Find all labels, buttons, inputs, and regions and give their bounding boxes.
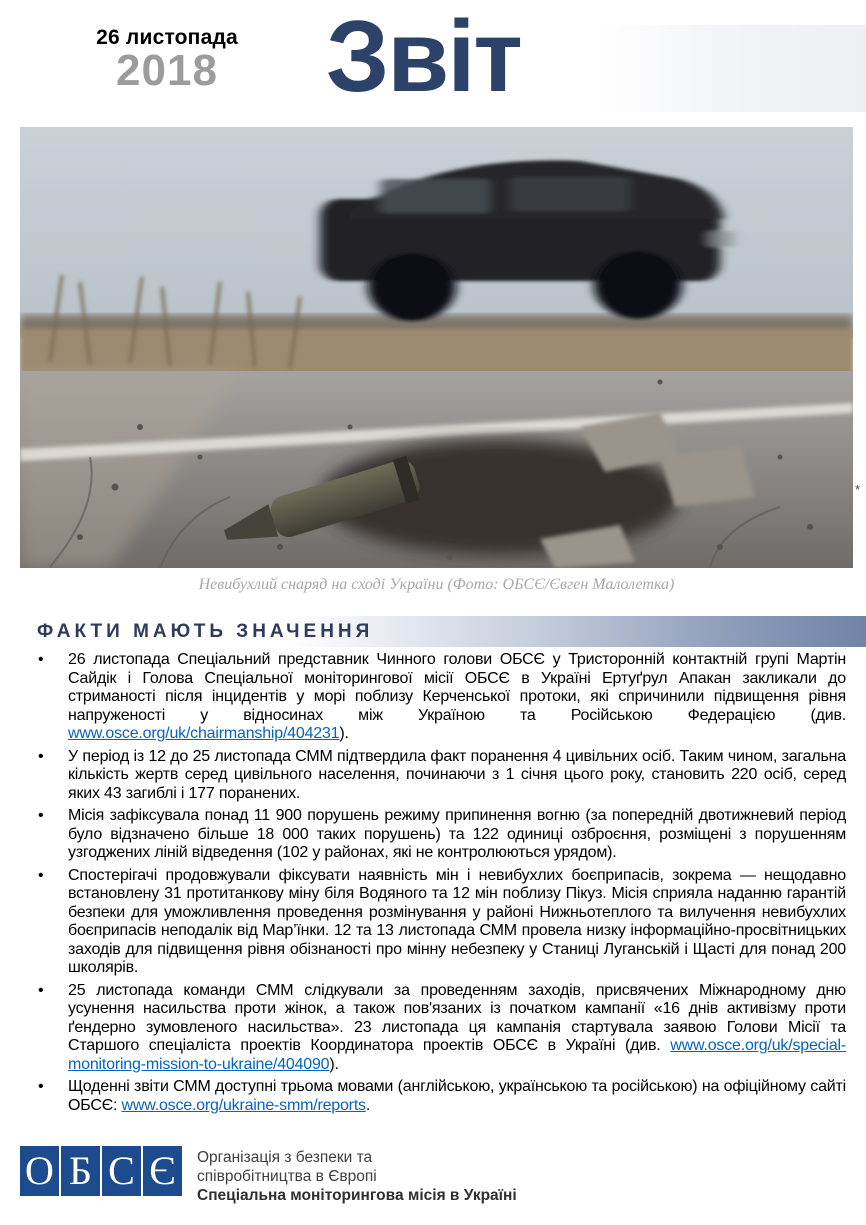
bullet-item — [20, 867, 846, 978]
org-name-line1: Організація з безпеки та — [197, 1149, 373, 1166]
osce-logo-letter: Б — [61, 1146, 100, 1196]
footer — [20, 1146, 517, 1205]
photo-illustration — [20, 127, 853, 568]
photo-caption: Невибухлий снаряд на сході України (Фото: ОБСЄ/Євген Малолетка) — [198, 576, 675, 593]
inline-link[interactable]: www.osce.org/uk/special-monitoring-mission-to-ukraine/404090 — [68, 1037, 846, 1073]
org-name-line2: співробітництва в Європі — [197, 1168, 377, 1185]
bullet-text: Щоденні звіти СММ доступні трьома мовами (англійською, українською та російською) на офіційному сайті ОБСЄ: — [68, 1078, 846, 1114]
section-heading: ФАКТИ МАЮТЬ ЗНАЧЕННЯ — [37, 621, 374, 642]
bullet-item — [20, 1078, 846, 1115]
bullet-item — [20, 982, 846, 1075]
bullet-item — [20, 748, 846, 804]
header-gradient-band — [600, 25, 866, 112]
bullet-item — [20, 807, 846, 863]
bullet-text: У період із 12 до 25 листопада СММ підтвердила факт поранення 4 цивільних осіб. Таким чином, загальна кількість жертв серед цивільного населення, починаючи з 1 січня цього року, становить 220 осіб, серед яких 43 загиблі і 177 поранених. — [68, 747, 846, 802]
field — [20, 329, 853, 375]
bullet-text: Місія зафіксувала понад 11 900 порушень режиму припинення вогню (за попередній двотижневий період було відзначено більше 18 000 таких порушень) та 122 одиниці озброєння, розміщені з порушенням узгоджених ліній відведення (102 у районах, які не контролюються урядом). — [68, 807, 846, 861]
bullet-item — [20, 651, 846, 744]
bullet-text: 25 листопада команди СММ слідкували за проведенням заходів, присвячених Міжнародному дню усунення насильства проти жінок, а також пов'язаних із початком кампанії «16 днів активізму проти ґендерно зумовленого насильства». 23 листопада ця кампанія стартувала заявою Голови Місії та Старшого спеціаліста проектів Координатора проектів ОБСЄ в Україні (див. — [68, 981, 846, 1054]
inline-link[interactable]: www.osce.org/ukraine-smm/reports — [121, 1096, 366, 1114]
osce-logo-letter: О — [20, 1146, 59, 1196]
facts-bullet-list — [20, 651, 846, 1119]
bullet-text: ). — [339, 725, 349, 742]
bullet-text: ). — [329, 1055, 339, 1073]
section-header-bar — [20, 616, 866, 647]
osce-logo — [20, 1146, 182, 1196]
date-day-month: 26 листопада — [96, 26, 238, 49]
bullet-text: Спостерігачі продовжували фіксувати наявність мін і невибухлих боєприпасів, зокрема — нещодавно встановлену 31 протитанкову міну біля Водяного та 12 мін поблизу Пікуз. Місія сприяла наданню гарантій безпеки для уможливлення проведення розмінування у районі Нижньотеплого та вилучення невибухлих боєприпасів неподалік від Мар’їнки. 12 та 13 листопада СММ провела низку інформаційно-просвітницьких заходів для підвищення рівня обізнаності про мінну небезпеку у Станиці Луганській і Щасті для понад 200 школярів. — [68, 866, 846, 976]
date-year: 2018 — [116, 46, 218, 95]
bullet-text: . — [365, 1096, 371, 1114]
page-title: Звіт — [326, 1, 521, 113]
mission-name: Спеціальна моніторингова місія в Україні — [197, 1187, 517, 1204]
inline-link[interactable]: www.osce.org/uk/chairmanship/404231 — [68, 725, 340, 742]
osce-logo-letter: Є — [143, 1146, 182, 1196]
footer-text — [197, 1146, 517, 1205]
osce-logo-letter: С — [102, 1146, 141, 1196]
bullet-text: 26 листопада Спеціальний представник Чинного голови ОБСЄ у Тристоронній контактній групі Мартін Сайдік і Голова Спеціальної моніторингової місії ОБСЄ в Україні Ертуґрул Апакан закликали до стриманості після інцидентів у морі поблизу Керченської протоки, які спричинили підвищення рівня напруженості у відносинах між Україною та Російською Федерацією (див. — [68, 651, 846, 724]
photo-unexploded-shell — [20, 127, 853, 568]
report-date — [84, 26, 250, 95]
footnote-asterisk: * — [855, 482, 861, 497]
